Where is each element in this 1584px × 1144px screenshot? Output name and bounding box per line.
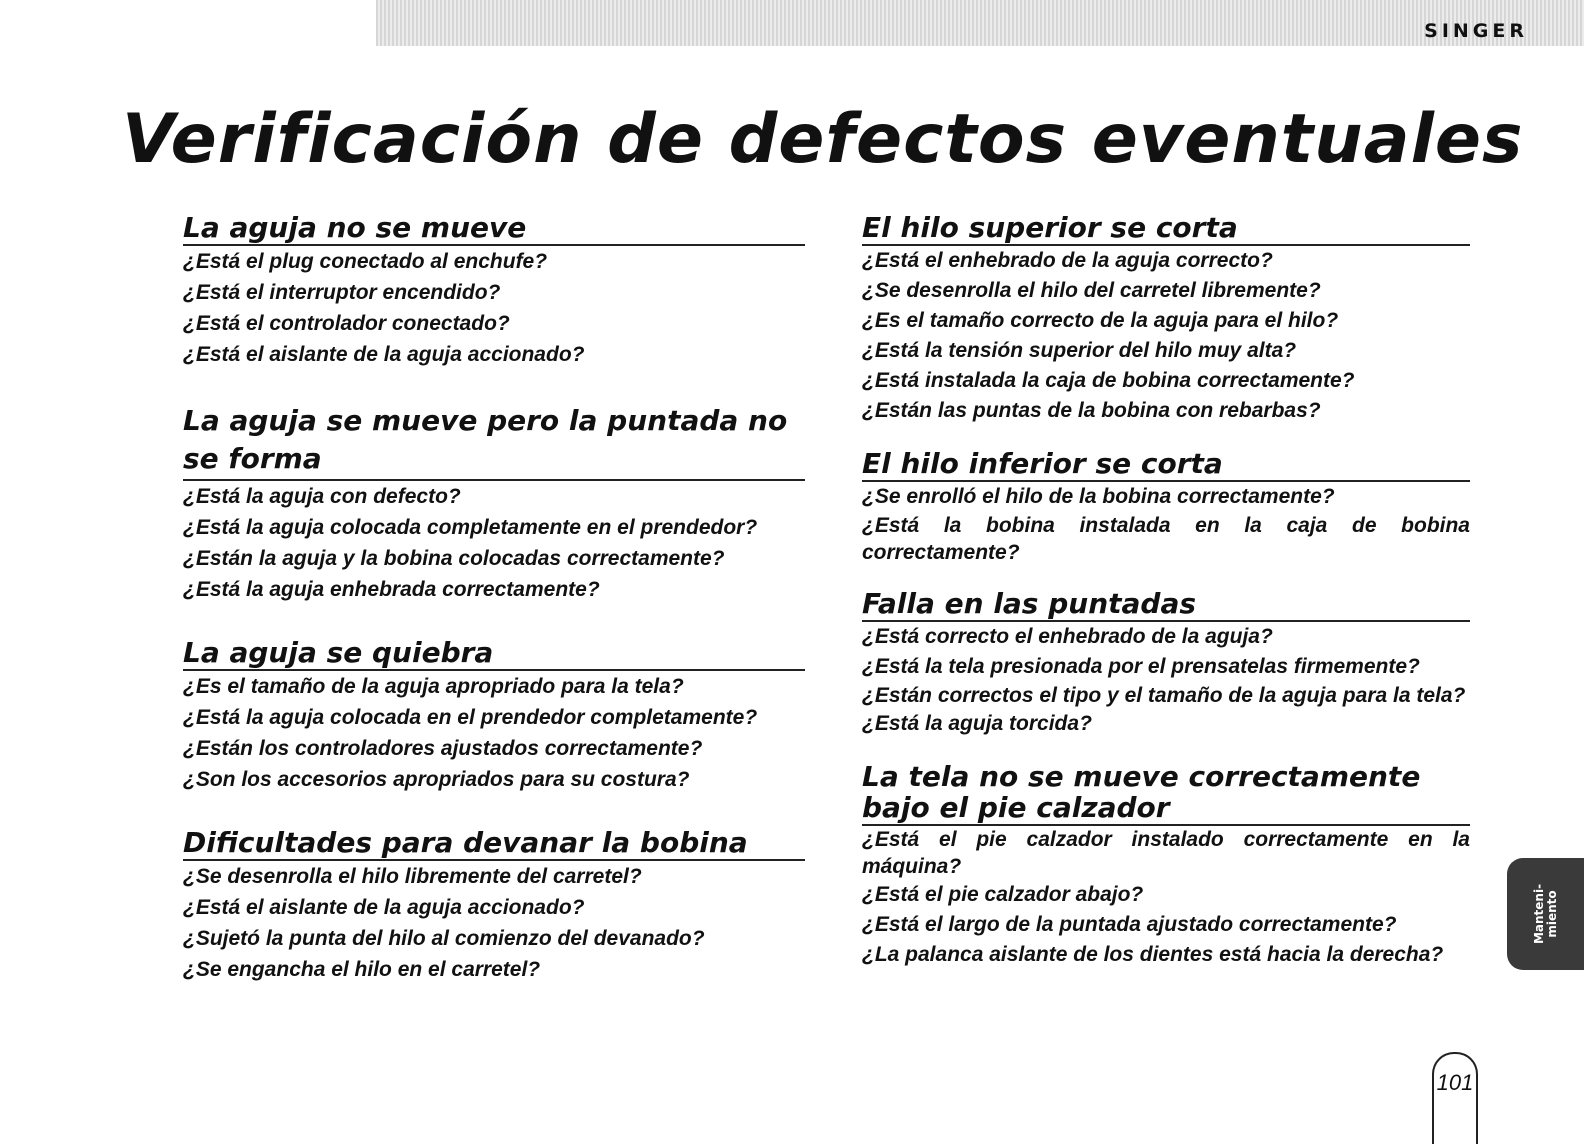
question-item: ¿Está el plug conectado al enchufe? — [183, 250, 548, 273]
question-item: ¿Está la aguja colocada completamente en el prendedor? — [183, 516, 758, 539]
question-item: ¿Están correctos el tipo y el tamaño de la aguja para la tela? — [862, 684, 1466, 707]
question-list — [862, 622, 1470, 739]
section-fabric-not-moving — [862, 761, 1470, 970]
question-item: ¿Está el pie calzador abajo? — [862, 883, 1144, 906]
question-item: ¿Está el controlador conectado? — [183, 312, 510, 335]
question-item: ¿Está el pie calzador instalado correctamente en la máquina? — [862, 828, 1470, 878]
question-item: ¿Es el tamaño correcto de la aguja para el hilo? — [862, 309, 1339, 332]
question-item: ¿Está el aislante de la aguja accionado? — [183, 343, 585, 366]
section-heading: La aguja no se mueve — [183, 212, 805, 246]
section-heading: La aguja se quiebra — [183, 637, 805, 671]
question-item: ¿Se desenrolla el hilo libremente del carretel? — [183, 865, 642, 888]
page-number: 101 — [1436, 1070, 1474, 1095]
question-item: ¿Se desenrolla el hilo del carretel libremente? — [862, 279, 1321, 302]
question-item: ¿Están la aguja y la bobina colocadas correctamente? — [183, 547, 725, 570]
chapter-tab — [1507, 858, 1584, 970]
brand-logo: SINGER — [1424, 20, 1528, 42]
section-heading: El hilo inferior se corta — [862, 448, 1470, 482]
question-list — [862, 826, 1470, 970]
section-bobbin-winding — [183, 827, 805, 985]
section-lower-thread-breaks — [862, 448, 1470, 566]
section-needle-not-moving — [183, 212, 805, 370]
question-item: ¿Está la aguja enhebrada correctamente? — [183, 578, 600, 601]
question-list — [183, 481, 805, 605]
chapter-tab-line-2: miento — [1544, 890, 1559, 938]
section-heading: Falla en las puntadas — [862, 588, 1470, 622]
section-heading: El hilo superior se corta — [862, 212, 1470, 246]
question-item: ¿Se enrolló el hilo de la bobina correctamente? — [862, 485, 1335, 508]
section-stitch-not-forming — [183, 402, 805, 605]
right-column — [862, 212, 1470, 970]
section-heading: La aguja se mueve pero la puntada no se forma — [183, 402, 805, 481]
section-heading: Dificultades para devanar la bobina — [183, 827, 805, 861]
question-list — [862, 246, 1470, 426]
section-skipped-stitches — [862, 588, 1470, 739]
question-item: ¿Está la bobina instalada en la caja de bobina correctamente? — [862, 514, 1470, 564]
page-number-box — [1432, 1052, 1478, 1144]
question-list — [862, 482, 1470, 566]
question-item: ¿Está el enhebrado de la aguja correcto? — [862, 249, 1273, 272]
question-item: ¿Están las puntas de la bobina con rebarbas? — [862, 399, 1321, 422]
chapter-tab-label — [1533, 884, 1559, 944]
question-item: ¿Está la tensión superior del hilo muy alta? — [862, 339, 1297, 362]
question-item: ¿Está la aguja con defecto? — [183, 485, 461, 508]
question-item: ¿Está instalada la caja de bobina correctamente? — [862, 369, 1355, 392]
question-item: ¿Está correcto el enhebrado de la aguja? — [862, 625, 1273, 648]
question-item: ¿La palanca aislante de los dientes está hacia la derecha? — [862, 943, 1444, 966]
question-item: ¿Está el largo de la puntada ajustado correctamente? — [862, 913, 1397, 936]
section-heading: La tela no se mueve correctamente bajo el pie calzador — [862, 761, 1470, 826]
section-upper-thread-breaks — [862, 212, 1470, 426]
header-bar — [376, 0, 1584, 46]
question-item: ¿Está la aguja torcida? — [862, 712, 1092, 735]
question-item: ¿Es el tamaño de la aguja apropriado para la tela? — [183, 675, 684, 698]
question-item: ¿Está la tela presionada por el prensatelas firmemente? — [862, 655, 1420, 678]
section-needle-breaks — [183, 637, 805, 795]
question-item: ¿Sujetó la punta del hilo al comienzo del devanado? — [183, 927, 705, 950]
question-list — [183, 246, 805, 370]
question-item: ¿Está el interruptor encendido? — [183, 281, 501, 304]
question-list — [183, 861, 805, 985]
page-title: Verificación de defectos eventuales — [122, 100, 1524, 179]
question-list — [183, 671, 805, 795]
question-item: ¿Está la aguja colocada en el prendedor completamente? — [183, 706, 758, 729]
question-item: ¿Son los accesorios apropriados para su costura? — [183, 768, 690, 791]
question-item: ¿Está el aislante de la aguja accionado? — [183, 896, 585, 919]
question-item: ¿Se engancha el hilo en el carretel? — [183, 958, 541, 981]
question-item: ¿Están los controladores ajustados correctamente? — [183, 737, 703, 760]
chapter-tab-line-1: Manteni- — [1531, 883, 1546, 945]
left-column — [183, 212, 805, 985]
